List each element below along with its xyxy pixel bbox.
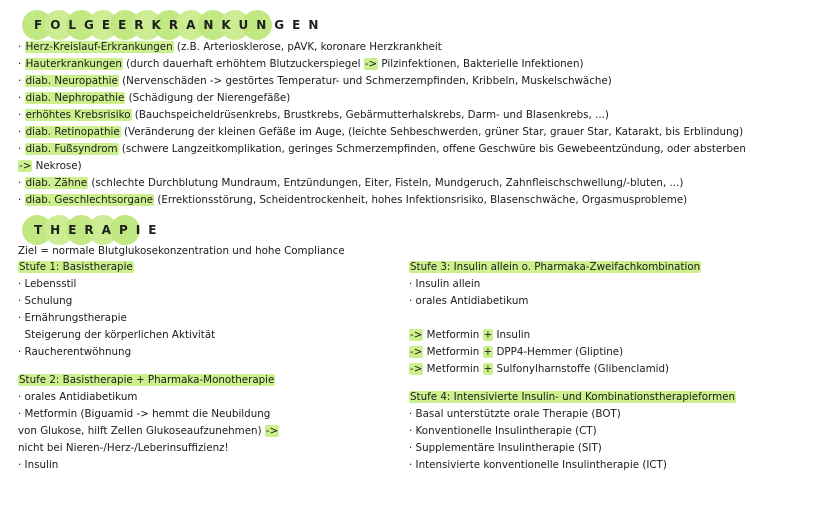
- term-highlight: erhöhtes Krebsrisiko: [25, 109, 131, 121]
- stufe-title: Stufe 2: Basistherapie + Pharmaka-Monotherapie: [19, 374, 275, 386]
- list-item: · diab. Retinopathie (Veränderung der kleinen Gefäße im Auge, (leichte Sehbeschwerden, grüner Star, grauer Star, Katarakt, bis Erblindung): [18, 126, 744, 138]
- stufe-2: Stufe 2: Basistherapie + Pharmaka-Monotherapie · orales Antidiabetikum · Metformin (Biguamid -> hemmt die Neubildung von Glukose, hilft Zellen Glukoseaufzunehmen) -> nicht bei Nieren-/Herz-/Leberinsuffizienz! · Insulin: [18, 374, 279, 471]
- stufe-title: Stufe 1: Basistherapie: [19, 261, 133, 273]
- heading-text: THERAPIE: [34, 223, 165, 237]
- list-item: · diab. Neuropathie (Nervenschäden -> gestörtes Temperatur- und Schmerzempfinden, Kribbeln, Muskelschwäche): [18, 75, 612, 87]
- stufe-3: Stufe 3: Insulin allein o. Pharmaka-Zweifachkombination · Insulin allein · orales Antidiabetikum -> Metformin + Insulin -> Metformin + DPP4-Hemmer (Gliptine) -> Metformin + Sulfonylharnstoffe (Glibenclamid): [409, 261, 701, 375]
- term-highlight: diab. Geschlechtsorgane: [25, 194, 154, 206]
- term-highlight: diab. Nephropathie: [25, 92, 125, 104]
- list-item: · diab. Geschlechtsorgane (Errektionsstörung, Scheidentrockenheit, hohes Infektionsrisiko, Blasenschwäche, Orgasmusprobleme): [18, 194, 688, 206]
- stufe-title: Stufe 3: Insulin allein o. Pharmaka-Zweifachkombination: [410, 261, 701, 273]
- stufe-4: Stufe 4: Intensivierte Insulin- und Kombinationstherapieformen · Basal unterstützte orale Therapie (BOT) · Konventionelle Insulintherapie (CT) · Supplementäre Insulintherapie (SIT) · Intensivierte konventionelle Insulintherapie (ICT): [409, 391, 735, 471]
- list-item: · diab. Fußsyndrom (schwere Langzeitkomplikation, geringes Schmerzempfinden, offene Geschwüre bis Gewebeentzündung, oder absterben: [18, 143, 746, 155]
- term-highlight: diab. Neuropathie: [25, 75, 118, 87]
- list-item: · Hauterkrankungen (durch dauerhaft erhöhtem Blutzuckerspiegel -> Pilzinfektionen, Bakterielle Infektionen): [18, 58, 584, 70]
- term-highlight: diab. Fußsyndrom: [25, 143, 118, 155]
- term-highlight: diab. Retinopathie: [25, 126, 120, 138]
- therapy-goal: Ziel = normale Blutglukosekonzentration und hohe Compliance: [18, 245, 345, 257]
- term-highlight: Hauterkrankungen: [25, 58, 122, 70]
- heading-folgeerkrankungen: [22, 10, 326, 40]
- heading-therapie: [22, 215, 164, 245]
- heading-text: FOLGEERKRANKUNGEN: [34, 18, 327, 32]
- stufe-title: Stufe 4: Intensivierte Insulin- und Kombinationstherapieformen: [410, 391, 735, 403]
- list-item: · diab. Zähne (schlechte Durchblutung Mundraum, Entzündungen, Eiter, Fisteln, Mundgeruch, Zahnfleischschwellung/-bluten, ...): [18, 177, 684, 189]
- list-item: · diab. Nephropathie (Schädigung der Nierengefäße): [18, 92, 291, 104]
- list-item: · erhöhtes Krebsrisiko (Bauchspeicheldrüsenkrebs, Brustkrebs, Gebärmutterhalskrebs, Darm- und Blasenkrebs, ...): [18, 109, 609, 121]
- list-item: · Herz-Kreislauf-Erkrankungen (z.B. Arteriosklerose, pAVK, koronare Herzkrankheit: [18, 41, 442, 53]
- list-item: -> Nekrose): [19, 160, 82, 172]
- stufe-1: Stufe 1: Basistherapie · Lebensstil · Schulung · Ernährungstherapie Steigerung der körperlichen Aktivität · Raucherentwöhnung: [18, 261, 216, 358]
- term-highlight: Herz-Kreislauf-Erkrankungen: [25, 41, 173, 53]
- term-highlight: diab. Zähne: [25, 177, 88, 189]
